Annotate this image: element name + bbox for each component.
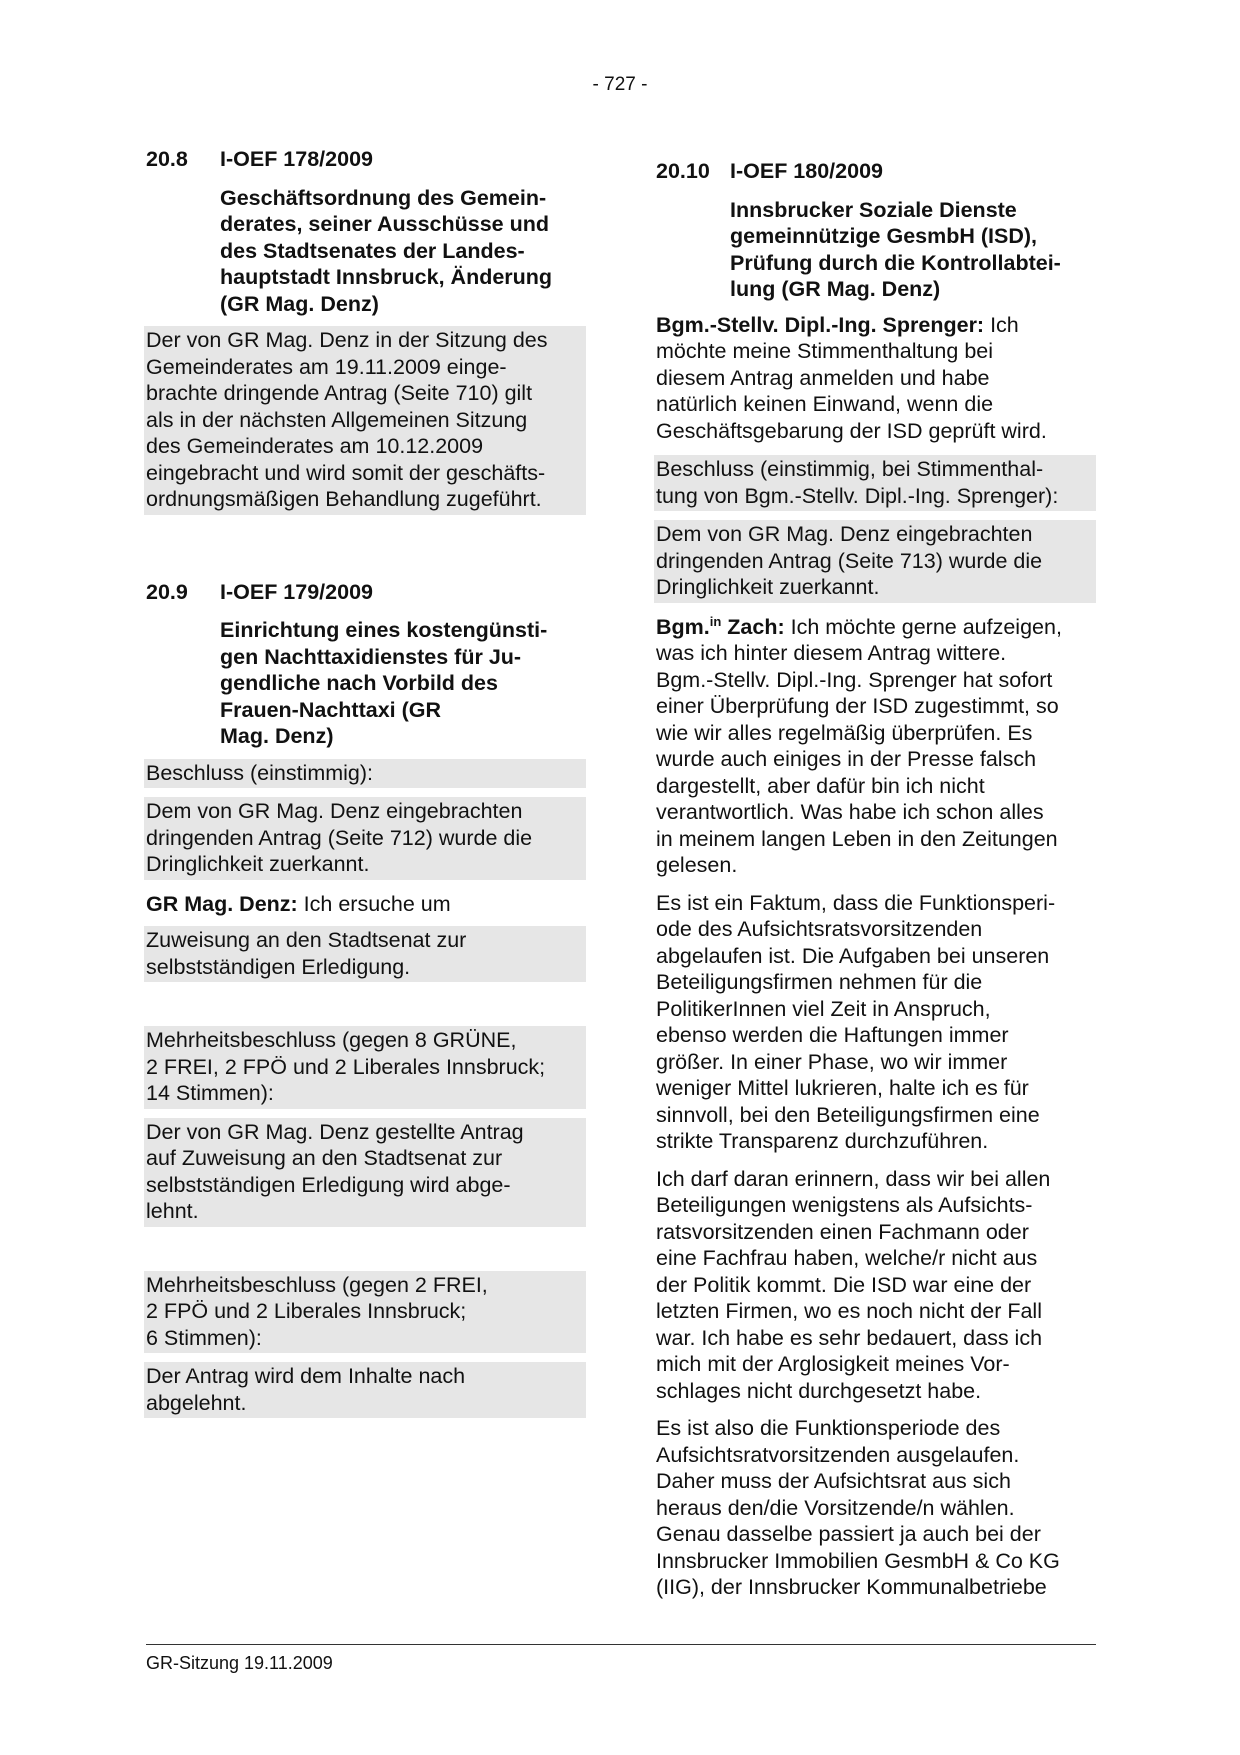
title-line: gen Nachttaxidienstes für Ju- bbox=[220, 644, 522, 669]
text-line: einer Überprüfung der ISD zugestimmt, so bbox=[656, 694, 1059, 718]
text-line: PolitikerInnen viel Zeit in Anspruch, bbox=[656, 996, 991, 1021]
text-line: weniger Mittel lukrieren, halte ich es für bbox=[656, 1076, 1029, 1100]
text-line: der Politik kommt. Die ISD war eine der bbox=[656, 1272, 1032, 1297]
text-line: wurde auch einiges in der Presse falsch bbox=[656, 747, 1037, 771]
text-line: 2 FREI, 2 FPÖ und 2 Liberales Innsbruck; bbox=[146, 1054, 546, 1079]
text-line: verantwortlich. Was habe ich schon alles bbox=[656, 800, 1044, 824]
majority-resolution-text bbox=[144, 1362, 586, 1418]
text-line: heraus den/die Vorsitzende/n wählen. bbox=[656, 1495, 1015, 1520]
text-line: Dringlichkeit zuerkannt. bbox=[656, 575, 880, 599]
item-heading-20-8 bbox=[146, 146, 586, 173]
speaker-paragraph bbox=[656, 312, 1096, 445]
text-line: Daher muss der Aufsichtsrat aus sich bbox=[656, 1469, 1011, 1493]
text-line: Mehrheitsbeschluss (gegen 2 FREI, bbox=[146, 1272, 488, 1297]
speaker-title-suffix: in bbox=[709, 613, 722, 629]
majority-resolution-label bbox=[144, 1026, 586, 1109]
text-line: Es ist ein Faktum, dass die Funktionsperi- bbox=[656, 890, 1056, 915]
text-line: Aufsichtsratvorsitzenden ausgelaufen. bbox=[656, 1442, 1020, 1467]
text-line: des Gemeinderates am 10.12.2009 bbox=[146, 434, 484, 458]
text-line: gelesen. bbox=[656, 853, 738, 877]
left-column bbox=[146, 146, 586, 1418]
text-line: letzten Firmen, wo es noch nicht der Fall bbox=[656, 1299, 1042, 1323]
item-code: I-OEF 180/2009 bbox=[730, 159, 883, 183]
request-text bbox=[144, 926, 586, 982]
item-title-20-9 bbox=[220, 617, 586, 750]
page-number: - 727 - bbox=[592, 74, 648, 95]
title-line: Mag. Denz) bbox=[220, 724, 334, 748]
item-heading-20-9 bbox=[146, 579, 586, 606]
text-line: Der von GR Mag. Denz in der Sitzung des bbox=[146, 328, 548, 352]
text-line: strikte Transparenz durchzuführen. bbox=[656, 1129, 989, 1153]
speaker-text: Ich möchte gerne aufzeigen, bbox=[784, 614, 1062, 639]
text-line: 2 FPÖ und 2 Liberales Innsbruck; bbox=[146, 1299, 467, 1323]
text-line: Zuweisung an den Stadtsenat zur bbox=[146, 928, 467, 952]
text-line: Es ist also die Funktionsperiode des bbox=[656, 1416, 1001, 1440]
text-line: Beschluss (einstimmig, bei Stimmenthal- bbox=[656, 457, 1044, 481]
text-line: 6 Stimmen): bbox=[146, 1325, 262, 1350]
text-line: ordnungsmäßigen Behandlung zugeführt. bbox=[146, 487, 542, 511]
text-line: schlages nicht durchgesetzt habe. bbox=[656, 1378, 982, 1403]
text-line: größer. In einer Phase, wo wir immer bbox=[656, 1049, 1008, 1074]
text-line: ebenso werden die Haftungen immer bbox=[656, 1023, 1009, 1047]
text-line: ratsvorsitzenden einen Fachmann oder bbox=[656, 1219, 1029, 1244]
text-line: Der von GR Mag. Denz gestellte Antrag bbox=[146, 1119, 524, 1144]
text-line: Innsbrucker Immobilien GesmbH & Co KG bbox=[656, 1548, 1060, 1573]
text-line: (IIG), der Innsbrucker Kommunalbetriebe bbox=[656, 1575, 1047, 1599]
text-line: Der Antrag wird dem Inhalte nach bbox=[146, 1364, 466, 1388]
text-line: diesem Antrag anmelden und habe bbox=[656, 365, 990, 390]
title-line: hauptstadt Innsbruck, Änderung bbox=[220, 265, 553, 289]
text-line: Bgm.-Stellv. Dipl.-Ing. Sprenger hat sofort bbox=[656, 667, 1053, 692]
text-line: war. Ich habe es sehr bedauert, dass ich bbox=[656, 1325, 1043, 1350]
title-line: gendliche nach Vorbild des bbox=[220, 671, 498, 695]
speaker-text: Ich bbox=[984, 312, 1019, 337]
text-line: Ich darf daran erinnern, dass wir bei allen bbox=[656, 1166, 1051, 1191]
item-code: I-OEF 178/2009 bbox=[220, 147, 373, 171]
text-line: Dem von GR Mag. Denz eingebrachten bbox=[146, 799, 523, 823]
majority-resolution-label bbox=[144, 1271, 586, 1354]
text-line: selbstständigen Erledigung. bbox=[146, 954, 411, 979]
resolution-label bbox=[144, 759, 586, 789]
text-line: Beteiligungsfirmen nehmen für die bbox=[656, 970, 983, 994]
title-line: Geschäftsordnung des Gemein- bbox=[220, 185, 547, 210]
speaker-name: GR Mag. Denz: bbox=[146, 891, 298, 916]
text-line: Dringlichkeit zuerkannt. bbox=[146, 852, 370, 876]
text-line: abgelehnt. bbox=[146, 1390, 247, 1415]
majority-resolution-text bbox=[144, 1118, 586, 1227]
title-line: Frauen-Nachttaxi (GR bbox=[220, 697, 442, 722]
title-line: Prüfung durch die Kontrollabtei- bbox=[730, 250, 1061, 275]
item-number: 20.9 bbox=[146, 579, 188, 604]
title-line: derates, seiner Ausschüsse und bbox=[220, 212, 549, 236]
title-line: lung (GR Mag. Denz) bbox=[730, 277, 941, 301]
speaker-title: Bgm. bbox=[656, 614, 710, 639]
speaker-paragraph bbox=[146, 891, 586, 918]
text-line: Genau dasselbe passiert ja auch bei der bbox=[656, 1522, 1041, 1546]
text-line: eingebracht und wird somit der geschäfts- bbox=[146, 460, 546, 485]
body-paragraph bbox=[656, 890, 1096, 1155]
text-line: sinnvoll, bei den Beteiligungsfirmen eine bbox=[656, 1102, 1040, 1127]
text-line: lehnt. bbox=[146, 1199, 199, 1223]
text-line: Dem von GR Mag. Denz eingebrachten bbox=[656, 522, 1033, 546]
speaker-name bbox=[656, 615, 785, 639]
resolution-text-20-8 bbox=[144, 326, 586, 515]
item-number: 20.8 bbox=[146, 147, 188, 171]
item-heading-20-10 bbox=[656, 158, 1096, 185]
item-title-20-8 bbox=[220, 185, 586, 318]
footer-rule bbox=[146, 1644, 1096, 1645]
text-line: dargestellt, aber dafür bin ich nicht bbox=[656, 773, 985, 798]
speaker-paragraph bbox=[656, 614, 1096, 879]
title-line: Einrichtung eines kostengünsti- bbox=[220, 618, 548, 642]
text-line: dringenden Antrag (Seite 712) wurde die bbox=[146, 825, 533, 850]
body-paragraph bbox=[656, 1166, 1096, 1405]
resolution-text bbox=[654, 520, 1096, 603]
text-line: tung von Bgm.-Stellv. Dipl.-Ing. Sprenger): bbox=[656, 483, 1059, 508]
text-line: Geschäftsgebarung der ISD geprüft wird. bbox=[656, 418, 1047, 443]
resolution-text bbox=[144, 797, 586, 880]
text-line: eine Fachfrau haben, welche/r nicht aus bbox=[656, 1246, 1038, 1270]
text-line: natürlich keinen Einwand, wenn die bbox=[656, 392, 994, 416]
resolution-label bbox=[654, 455, 1096, 511]
text-line: in meinem langen Leben in den Zeitungen bbox=[656, 826, 1058, 851]
text-line: selbstständigen Erledigung wird abge- bbox=[146, 1172, 511, 1197]
text-line: Beteiligungen wenigstens als Aufsichts- bbox=[656, 1193, 1033, 1217]
body-paragraph bbox=[656, 1415, 1096, 1601]
text-line: Beschluss (einstimmig): bbox=[146, 760, 373, 785]
title-line: gemeinnützige GesmbH (ISD), bbox=[730, 224, 1038, 248]
text-line: als in der nächsten Allgemeinen Sitzung bbox=[146, 407, 528, 432]
text-line: abgelaufen ist. Die Aufgaben bei unseren bbox=[656, 943, 1050, 968]
right-column bbox=[656, 158, 1096, 1601]
text-line: wie wir alles regelmäßig überprüfen. Es bbox=[656, 720, 1033, 745]
text-line: dringenden Antrag (Seite 713) wurde die bbox=[656, 548, 1043, 573]
footer-session-date: GR-Sitzung 19.11.2009 bbox=[146, 1653, 333, 1673]
title-line: Innsbrucker Soziale Dienste bbox=[730, 197, 1017, 222]
text-line: brachte dringende Antrag (Seite 710) gilt bbox=[146, 381, 533, 405]
title-line: des Stadtsenates der Landes- bbox=[220, 238, 525, 263]
text-line: ode des Aufsichtsratsvorsitzenden bbox=[656, 917, 983, 941]
text-line: Mehrheitsbeschluss (gegen 8 GRÜNE, bbox=[146, 1028, 517, 1052]
item-code: I-OEF 179/2009 bbox=[220, 579, 373, 604]
speaker-text: Ich ersuche um bbox=[297, 891, 451, 916]
item-number: 20.10 bbox=[656, 159, 710, 183]
text-line: möchte meine Stimmenthaltung bei bbox=[656, 339, 994, 363]
speaker-name: Bgm.-Stellv. Dipl.-Ing. Sprenger: bbox=[656, 312, 985, 337]
text-line: Gemeinderates am 19.11.2009 einge- bbox=[146, 354, 507, 379]
title-line: (GR Mag. Denz) bbox=[220, 291, 379, 316]
item-title-20-10 bbox=[730, 197, 1096, 303]
text-line: was ich hinter diesem Antrag wittere. bbox=[656, 641, 1007, 665]
text-line: auf Zuweisung an den Stadtsenat zur bbox=[146, 1146, 503, 1170]
speaker-surname: Zach: bbox=[721, 614, 785, 639]
text-line: mich mit der Arglosigkeit meines Vor- bbox=[656, 1352, 1010, 1376]
text-line: 14 Stimmen): bbox=[146, 1081, 274, 1105]
